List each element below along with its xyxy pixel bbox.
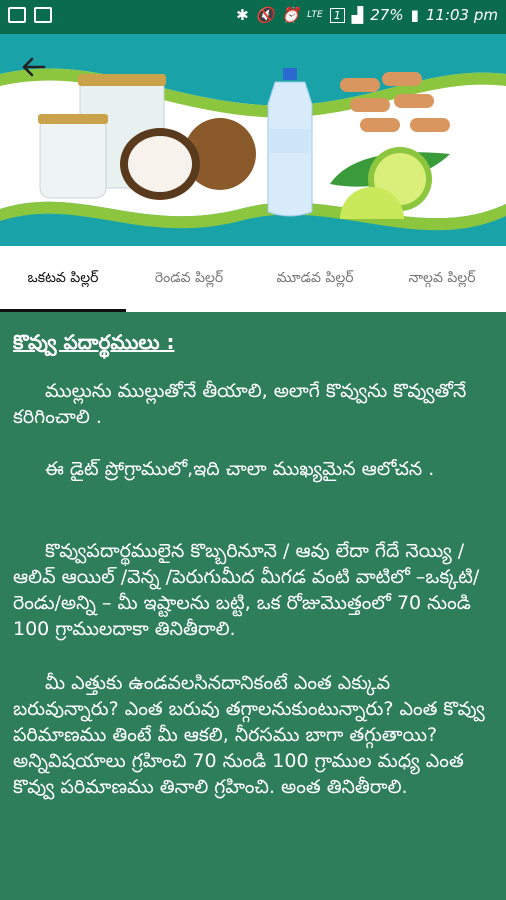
paragraph: కొవ్వుపదార్థములైన కొబ్బరినూనె / ఆవు లేదా గేదే నెయ్యి /ఆలివ్ ఆయిల్ /వెన్న /పెరుగుమీద మీగడ వంటి వాటిలో –ఒక్కటి/రెండు/అన్ని – మీ ఇష్టాలను బట్టి, ఒక రోజుమొత్తంలో 70 నుండి 100 గ్రాములదాకా తినితీరాలి. bbox=[13, 540, 480, 640]
water-bottle bbox=[268, 68, 312, 216]
tab-pillar-3[interactable]: మూడవ పిల్లర్ bbox=[276, 269, 354, 286]
signal-icon: ▟ bbox=[351, 6, 364, 24]
tab-pillar-2[interactable]: రెండవ పిల్లర్ bbox=[154, 269, 224, 286]
tab-bar bbox=[0, 246, 506, 313]
header-banner bbox=[0, 34, 506, 246]
clock: 11:03 pm bbox=[425, 6, 498, 24]
wifi-status-icon bbox=[34, 7, 52, 23]
sim-icon: 1 bbox=[330, 8, 345, 23]
battery-icon: ▮ bbox=[410, 6, 419, 24]
bluetooth-icon: ✱ bbox=[236, 6, 249, 24]
article-content[interactable] bbox=[0, 312, 506, 900]
alarm-icon: ⏰ bbox=[281, 6, 301, 24]
battery-percent: 27% bbox=[370, 6, 404, 24]
volte-icon: LTE bbox=[307, 10, 323, 20]
image-icon bbox=[8, 7, 26, 23]
arrow-left-icon[interactable] bbox=[18, 52, 48, 82]
mute-icon: 🔇 bbox=[255, 6, 275, 24]
paragraph: ఈ డైట్ ప్రోగ్రాములో,ఇది చాలా ముఖ్యమైన ఆలోచన . bbox=[45, 458, 435, 480]
status-bar bbox=[0, 0, 506, 34]
banner-illustration bbox=[0, 34, 506, 246]
paragraph: మీ ఎత్తుకు ఉండవలసినదానికంటే ఎంత ఎక్కువ బరువున్నారు? ఎంత బరువు తగ్గాలనుకుంటున్నారు? ఎంత కొవ్వు పరిమాణము తింటే మీ ఆకలి, నీరసము బాగా తగ్గుతాయి? అన్నివిషయాలు గ్రహించి 70 నుండి 100 గ్రాముల మధ్య ఎంత కొవ్వు పరిమాణము తినాలి గ్రహించి. అంత తినితీరాలి. bbox=[13, 672, 491, 798]
tab-pillar-4[interactable]: నాల్గవ పిల్లర్ bbox=[408, 269, 476, 286]
section-heading: కొవ్వు పదార్థములు : bbox=[13, 330, 175, 354]
paragraph: ముల్లును ముల్లుతోనే తీయాలి, అలాగే కొవ్వును కొవ్వుతోనే కరిగించాలి . bbox=[13, 380, 473, 428]
tab-pillar-1[interactable]: ఒకటవ పిల్లర్ bbox=[27, 269, 99, 286]
